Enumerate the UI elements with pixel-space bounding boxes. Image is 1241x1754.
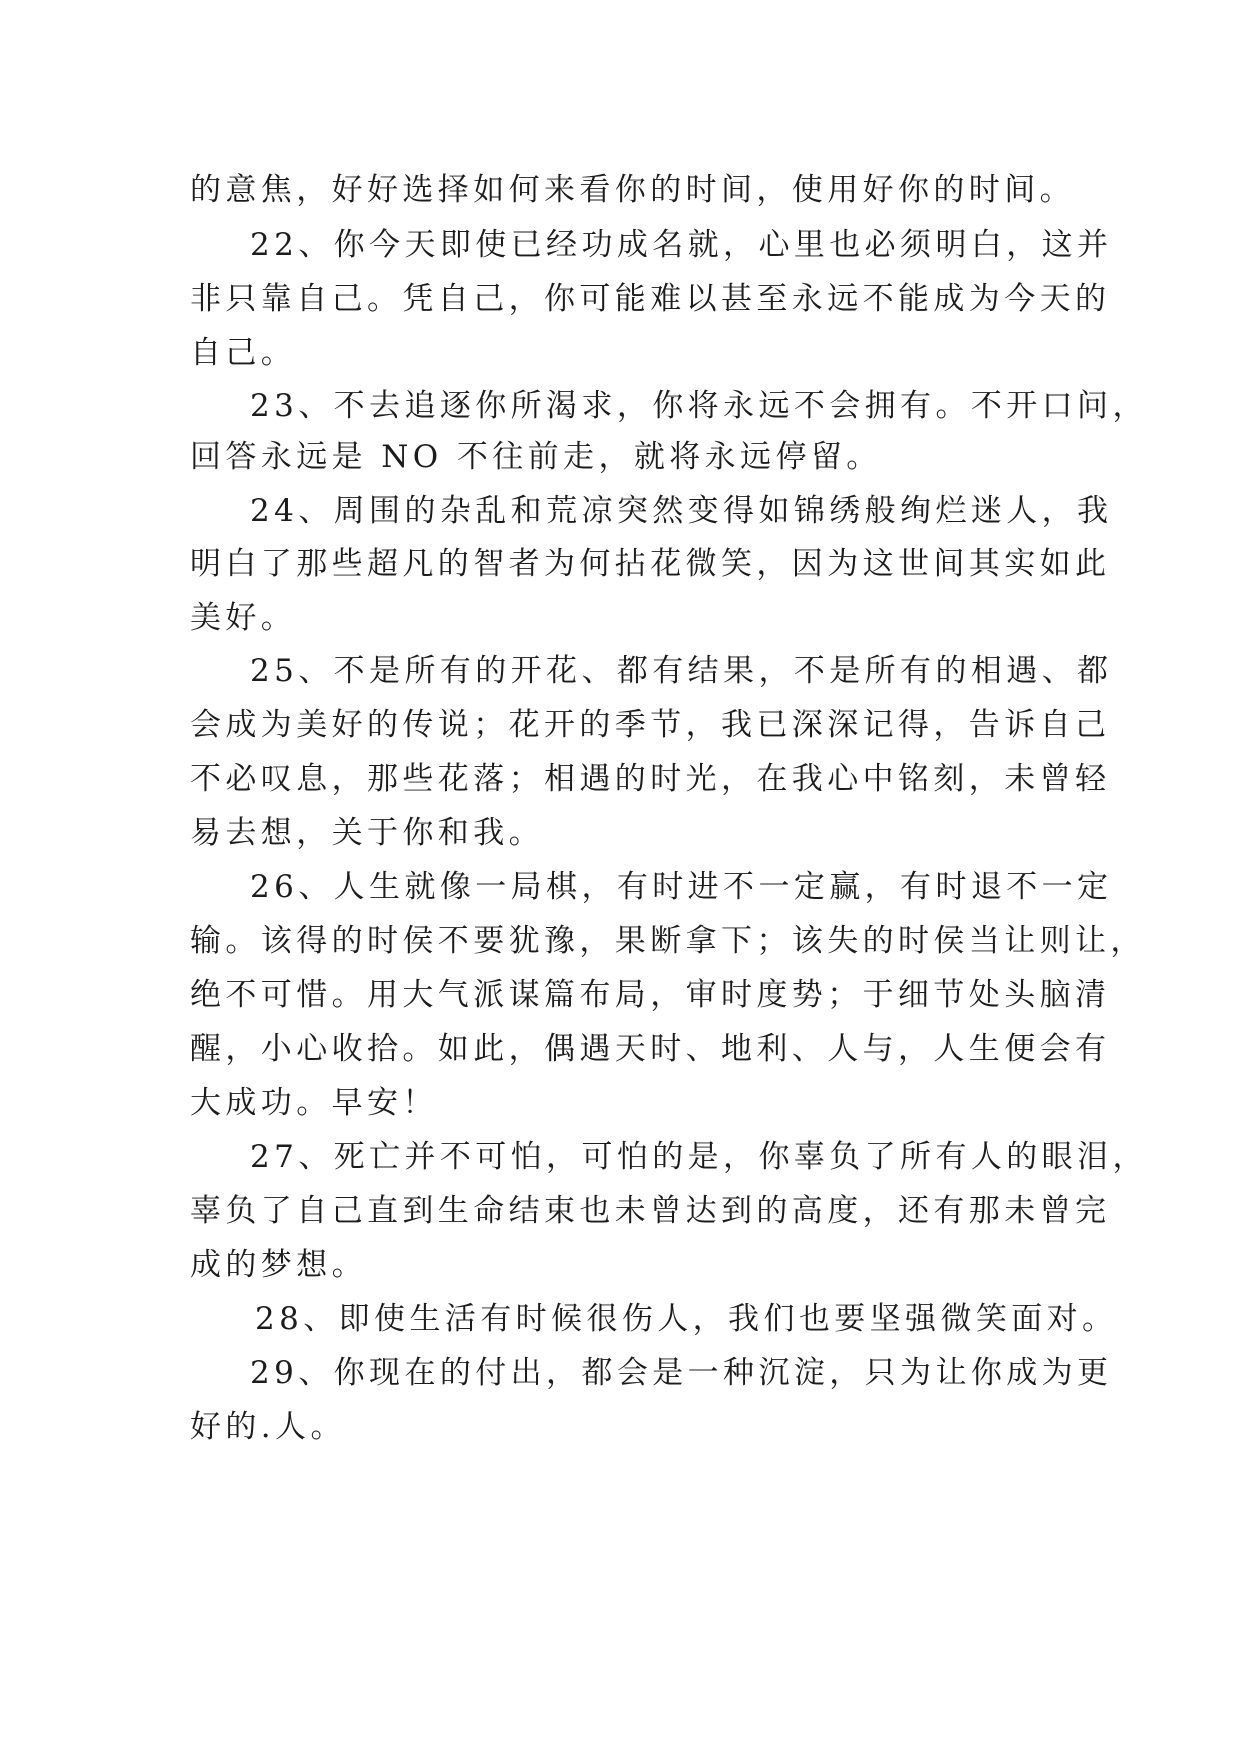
text-line: 明白了那些超凡的智者为何拈花微笑，因为这世间其实如此 bbox=[190, 546, 1111, 582]
text-line: 的意焦，好好选择如何来看你的时间，使用好你的时间。 bbox=[190, 172, 1075, 208]
text-line: 28、即使生活有时候很伤人，我们也要坚强微笑面对。 bbox=[255, 1301, 1118, 1337]
text-line: 醒，小心收拾。如此，偶遇天时、地利、人与，人生便会有 bbox=[190, 1031, 1111, 1067]
text-line: 25、不是所有的开花、都有结果，不是所有的相遇、都 bbox=[250, 653, 1113, 689]
text-line: 非只靠自己。凭自己，你可能难以甚至永远不能成为今天的 bbox=[190, 281, 1111, 317]
text-line: 27、死亡并不可怕，可怕的是，你辜负了所有人的眼泪， bbox=[250, 1139, 1148, 1175]
text-line: 大成功。早安！ bbox=[190, 1085, 438, 1121]
text-line: 易去想，关于你和我。 bbox=[190, 815, 544, 851]
text-line: 会成为美好的传说；花开的季节，我已深深记得，告诉自己 bbox=[190, 707, 1111, 743]
text-line: 24、周围的杂乱和荒凉突然变得如锦绣般绚烂迷人，我 bbox=[250, 493, 1113, 529]
text-line: 成的梦想。 bbox=[190, 1247, 367, 1283]
text-line: 22、你今天即使已经功成名就，心里也必须明白，这并 bbox=[250, 227, 1113, 263]
text-line: 29、你现在的付出，都会是一种沉淀，只为让你成为更 bbox=[250, 1355, 1113, 1391]
text-line: 23、不去追逐你所渴求，你将永远不会拥有。不开口问， bbox=[250, 388, 1148, 424]
text-line: 输。该得的时侯不要犹豫，果断拿下；该失的时侯当让则让， bbox=[190, 923, 1146, 959]
text-line: 自己。 bbox=[190, 335, 297, 371]
text-line: 26、人生就像一局棋，有时进不一定赢，有时退不一定 bbox=[250, 869, 1113, 905]
text-line: 美好。 bbox=[190, 600, 297, 636]
text-line: 好的.人。 bbox=[190, 1409, 346, 1445]
text-line: 辜负了自己直到生命结束也未曾达到的高度，还有那未曾完 bbox=[190, 1193, 1111, 1229]
text-line: 不必叹息，那些花落；相遇的时光，在我心中铭刻，未曾轻 bbox=[190, 761, 1111, 797]
text-line: 绝不可惜。用大气派谋篇布局，审时度势；于细节处头脑清 bbox=[190, 977, 1111, 1013]
text-line: 回答永远是 NO 不往前走，就将永远停留。 bbox=[190, 439, 882, 475]
